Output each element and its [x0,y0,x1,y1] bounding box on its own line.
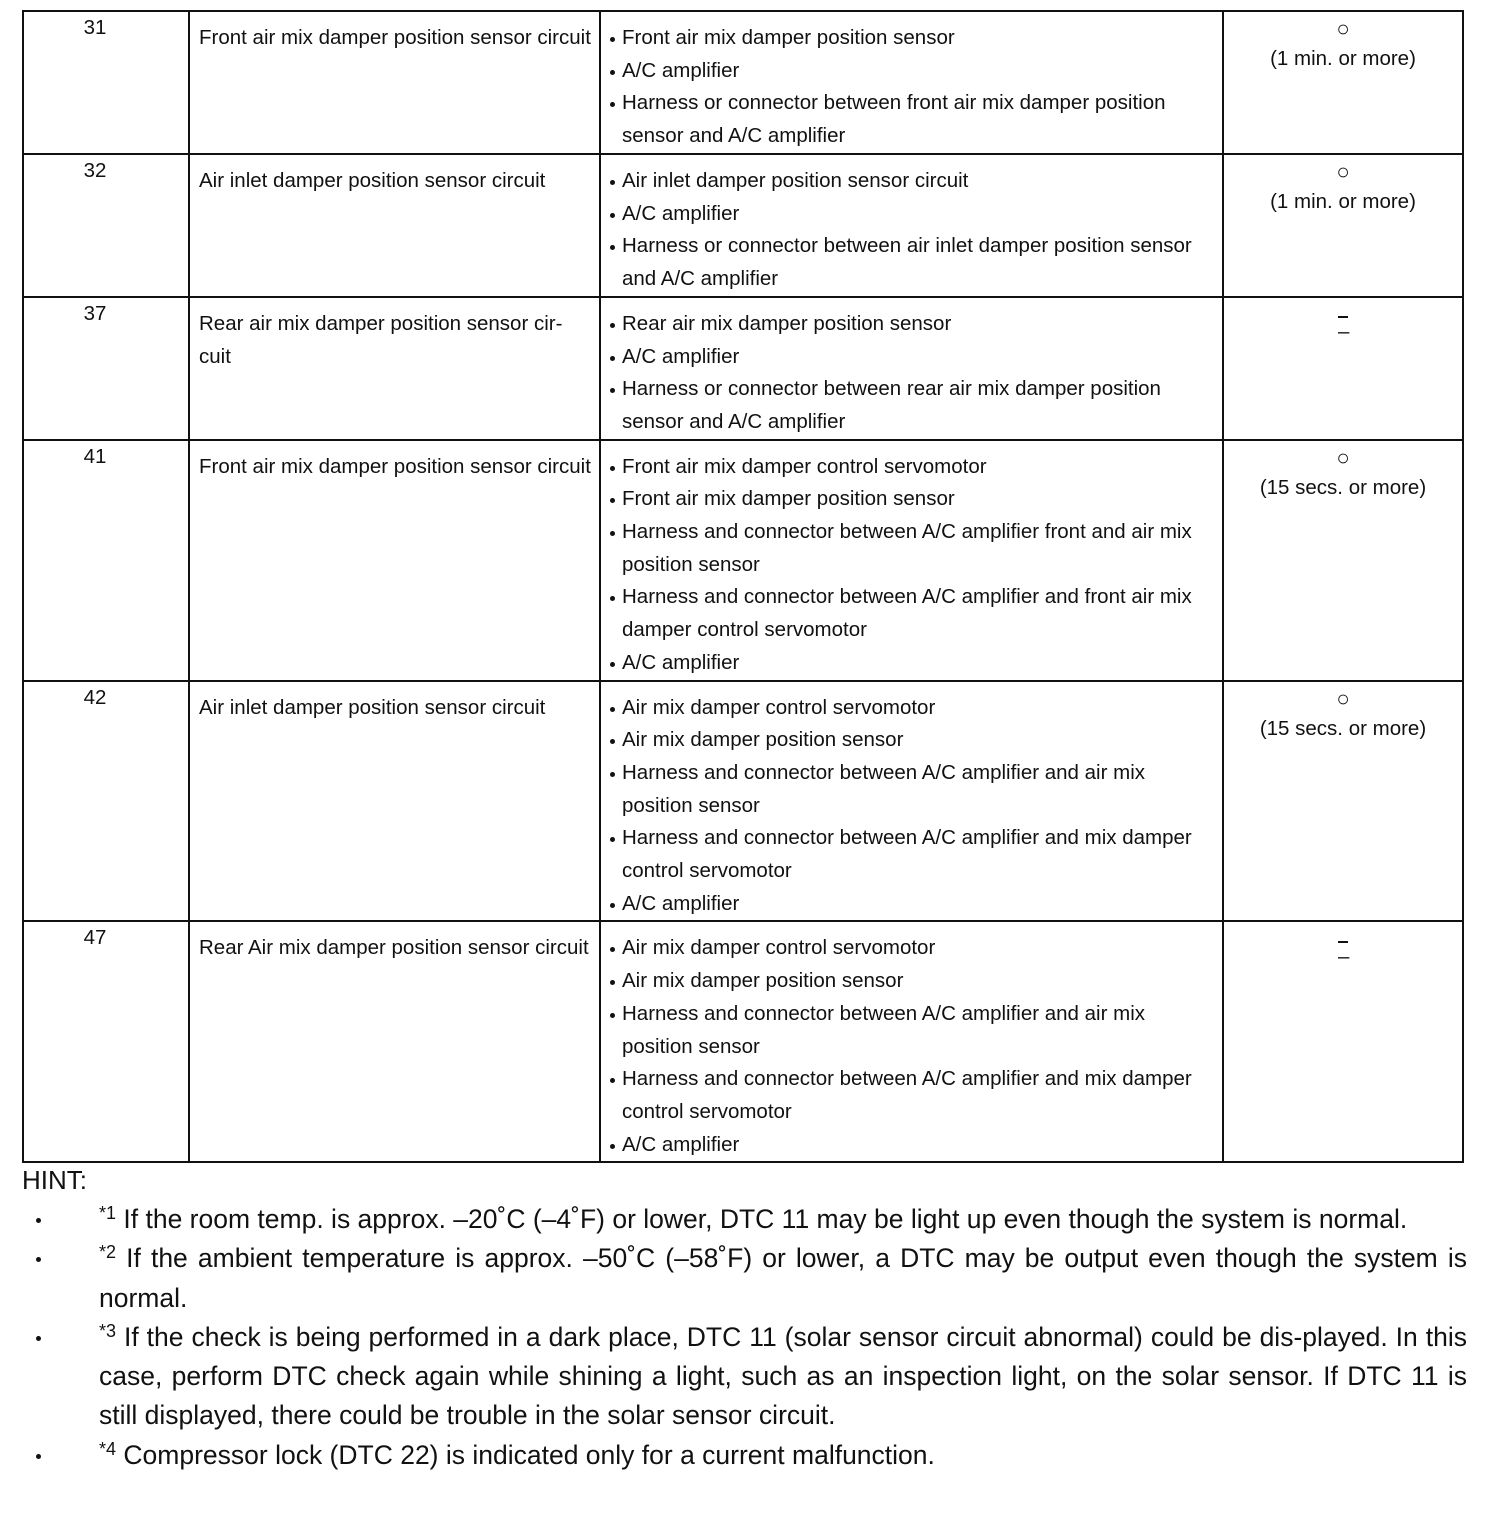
dtc-code: 41 [83,444,107,468]
table-row [23,440,1463,681]
trouble-areas-cell [600,11,1223,154]
hint-text: Compressor lock (DTC 22) is indicated only for a current malfunction. [123,1439,935,1470]
trouble-area-item: A/C amplifier [609,341,1216,374]
memory-cell [1223,921,1463,1162]
hint-text: If the room temp. is approx. –20˚C (–4˚F) or lower, DTC 11 may be light up even though the system is normal. [123,1204,1408,1234]
hint-title: HINT: [22,1165,87,1195]
trouble-areas-list [609,932,1216,1161]
dtc-code: 31 [83,16,107,39]
trouble-areas-list [609,165,1216,296]
memory-cell [1223,11,1463,154]
hint-text: If the check is being performed in a dark place, DTC 11 (solar sensor circuit abnormal) could be dis-played. In this case, perform DTC check again while shining a light, such as an inspection light, on the solar sensor. If DTC 11 is still displayed, there could be trouble in the solar sensor circuit. [99,1321,1467,1431]
bullet-icon [36,1454,41,1459]
trouble-area-item: A/C amplifier [609,647,1216,680]
dtc-code-cell [23,11,189,154]
hint-footnote-ref: *1 [99,1203,117,1223]
hint-item [22,1239,1467,1318]
dtc-code: 47 [83,926,107,950]
memory-circle-icon: ○ [1336,16,1350,41]
hint-item [22,1200,1467,1239]
trouble-areas-cell [600,297,1223,440]
memory-duration: (15 secs. or more) [1259,475,1427,499]
trouble-area-item: Harness and connector between A/C amplifier front and air mix position sensor [609,516,1216,581]
detection-item: Front air mix damper position sensor circuit [189,440,600,681]
trouble-area-item: Air inlet damper position sensor circuit [609,165,1216,198]
trouble-areas-cell [600,921,1223,1162]
trouble-area-item: Air mix damper position sensor [609,724,1216,757]
memory-cell [1223,297,1463,440]
memory-cell [1223,440,1463,681]
bullet-icon [36,1336,41,1341]
trouble-areas-list [609,451,1216,680]
table-row [23,681,1463,922]
trouble-area-item: Harness and connector between A/C amplifier and front air mix damper control servomotor [609,581,1216,646]
trouble-area-item: Air mix damper position sensor [609,965,1216,998]
trouble-areas-cell [600,154,1223,297]
detection-item: Front air mix damper position sensor circuit [189,11,600,154]
trouble-areas-cell [600,440,1223,681]
memory-duration: (1 min. or more) [1270,189,1416,213]
hint-item [22,1436,1467,1475]
hint-text: If the ambient temperature is approx. –50˚C (–58˚F) or lower, a DTC may be output even though the system is normal. [99,1243,1467,1313]
trouble-area-item: Harness and connector between A/C amplifier and mix damper control servomotor [609,822,1216,887]
trouble-area-item: Harness and connector between A/C amplifier and air mix position sensor [609,757,1216,822]
trouble-area-item: Rear air mix damper position sensor [609,308,1216,341]
trouble-area-item: Harness or connector between front air mix damper position sensor and A/C amplifier [609,87,1216,152]
memory-none-dash: – [1338,941,1348,943]
trouble-area-item: Air mix damper control servomotor [609,692,1216,725]
dtc-code-cell [23,154,189,297]
hint-item [22,1318,1467,1436]
dtc-table [22,10,1464,1163]
table-row [23,11,1463,154]
memory-none-dash: – [1338,316,1348,318]
bullet-icon [36,1257,41,1262]
table-row [23,921,1463,1162]
table-row [23,154,1463,297]
hint-footnote-ref: *3 [99,1320,117,1341]
trouble-area-item: Front air mix damper control servomotor [609,451,1216,484]
trouble-areas-list [609,308,1216,439]
memory-duration: (1 min. or more) [1270,47,1416,70]
trouble-area-item: Harness and connector between A/C amplifier and mix damper control servomotor [609,1063,1216,1128]
dtc-code: 32 [83,158,107,182]
detection-item: Rear air mix damper position sensor cir-cuit [189,297,600,440]
dtc-table-body [23,11,1463,1162]
trouble-area-item: Air mix damper control servomotor [609,932,1216,965]
bullet-icon [36,1218,41,1223]
hint-footnote-ref: *2 [99,1242,117,1263]
trouble-area-item: A/C amplifier [609,198,1216,231]
dtc-code-cell [23,921,189,1162]
dtc-code-cell [23,681,189,922]
trouble-area-item: A/C amplifier [609,1129,1216,1162]
memory-circle-icon: ○ [1336,444,1350,470]
dtc-code-cell [23,297,189,440]
trouble-area-item: A/C amplifier [609,888,1216,921]
memory-cell [1223,681,1463,922]
memory-cell [1223,154,1463,297]
dtc-code: 42 [83,685,107,709]
trouble-areas-list [609,692,1216,921]
trouble-area-item: Front air mix damper position sensor [609,22,1216,55]
trouble-area-item: Harness or connector between air inlet damper position sensor and A/C amplifier [609,230,1216,295]
hint-section [22,1160,1467,1475]
trouble-area-item: Front air mix damper position sensor [609,483,1216,516]
table-row [23,297,1463,440]
trouble-areas-cell [600,681,1223,922]
dtc-code: 37 [83,301,107,325]
memory-circle-icon: ○ [1336,158,1350,184]
trouble-area-item: A/C amplifier [609,55,1216,88]
trouble-areas-list [609,22,1216,153]
detection-item: Air inlet damper position sensor circuit [189,681,600,922]
trouble-area-item: Harness and connector between A/C amplifier and air mix position sensor [609,998,1216,1063]
dtc-code-cell [23,440,189,681]
hint-footnote-ref: *4 [99,1438,117,1459]
trouble-area-item: Harness or connector between rear air mix damper position sensor and A/C amplifier [609,373,1216,438]
hint-list [22,1200,1467,1475]
memory-duration: (15 secs. or more) [1259,716,1427,740]
memory-circle-icon: ○ [1336,685,1350,711]
detection-item: Rear Air mix damper position sensor circuit [189,921,600,1162]
detection-item: Air inlet damper position sensor circuit [189,154,600,297]
